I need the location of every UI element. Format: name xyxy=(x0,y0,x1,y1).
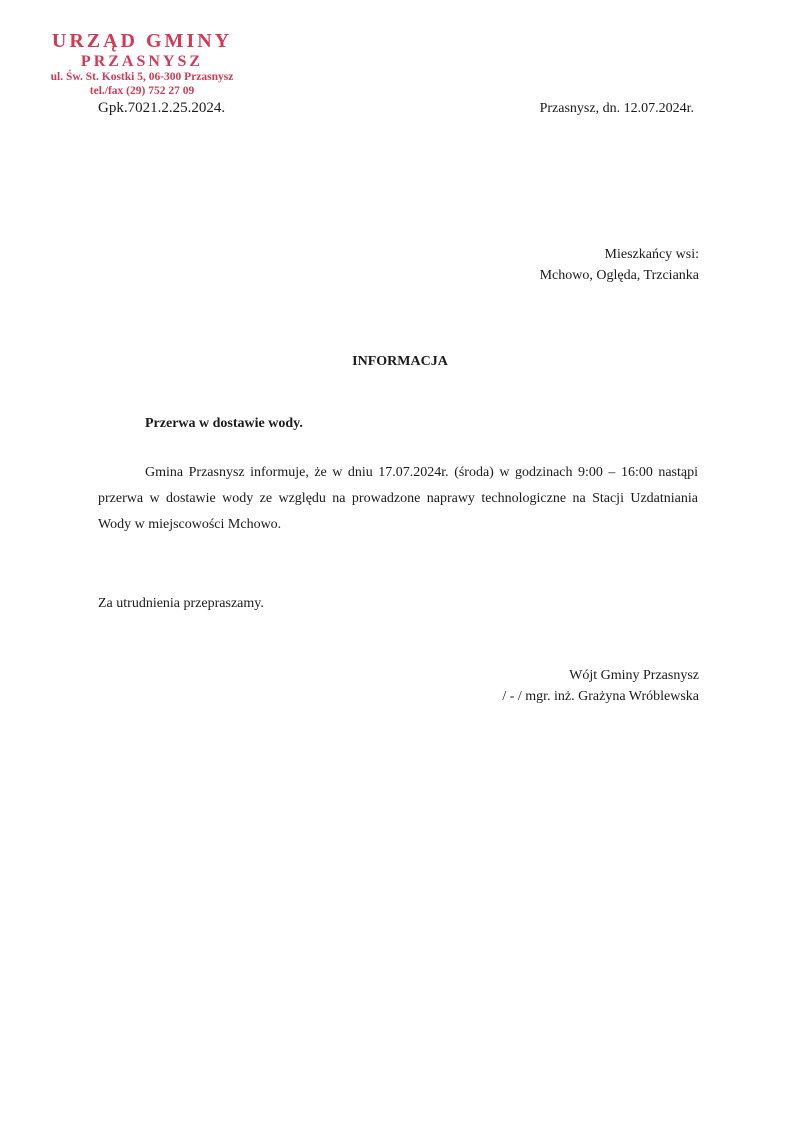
addressee-line-2: Mchowo, Oględa, Trzcianka xyxy=(539,268,699,283)
place-and-date: Przasnysz, dn. 12.07.2024r. xyxy=(539,101,694,116)
office-stamp xyxy=(32,30,252,98)
addressee-line-1: Mieszkańcy wsi: xyxy=(604,247,699,262)
closing-line: Za utrudnienia przepraszamy. xyxy=(98,596,264,611)
body-paragraph xyxy=(98,460,698,538)
body-text: Gmina Przasnysz informuje, że w dniu 17.07.2024r. (środa) w godzinach 9:00 – 16:00 nastąpi przerwa w dostawie wody ze względu na prowadzone naprawy technologiczne na Stacji Uzdatniania Wody w miejscowości Mchowo. xyxy=(98,465,698,532)
stamp-line-town: PRZASNYSZ xyxy=(80,53,204,70)
stamp-line-phone: tel./fax (29) 752 27 09 xyxy=(89,84,195,97)
addressee-block xyxy=(540,244,699,286)
document-subtitle: Przerwa w dostawie wody. xyxy=(145,416,303,431)
signature-title: Wójt Gminy Przasnysz xyxy=(569,668,699,683)
signature-block xyxy=(502,665,699,707)
document-title: INFORMACJA xyxy=(352,354,448,369)
signature-name: / - / mgr. inż. Grażyna Wróblewska xyxy=(502,689,699,704)
stamp-line-address: ul. Św. St. Kostki 5, 06-300 Przasnysz xyxy=(50,71,234,84)
stamp-line-office: URZĄD GMINY xyxy=(51,30,233,52)
reference-number: Gpk.7021.2.25.2024. xyxy=(98,100,226,116)
